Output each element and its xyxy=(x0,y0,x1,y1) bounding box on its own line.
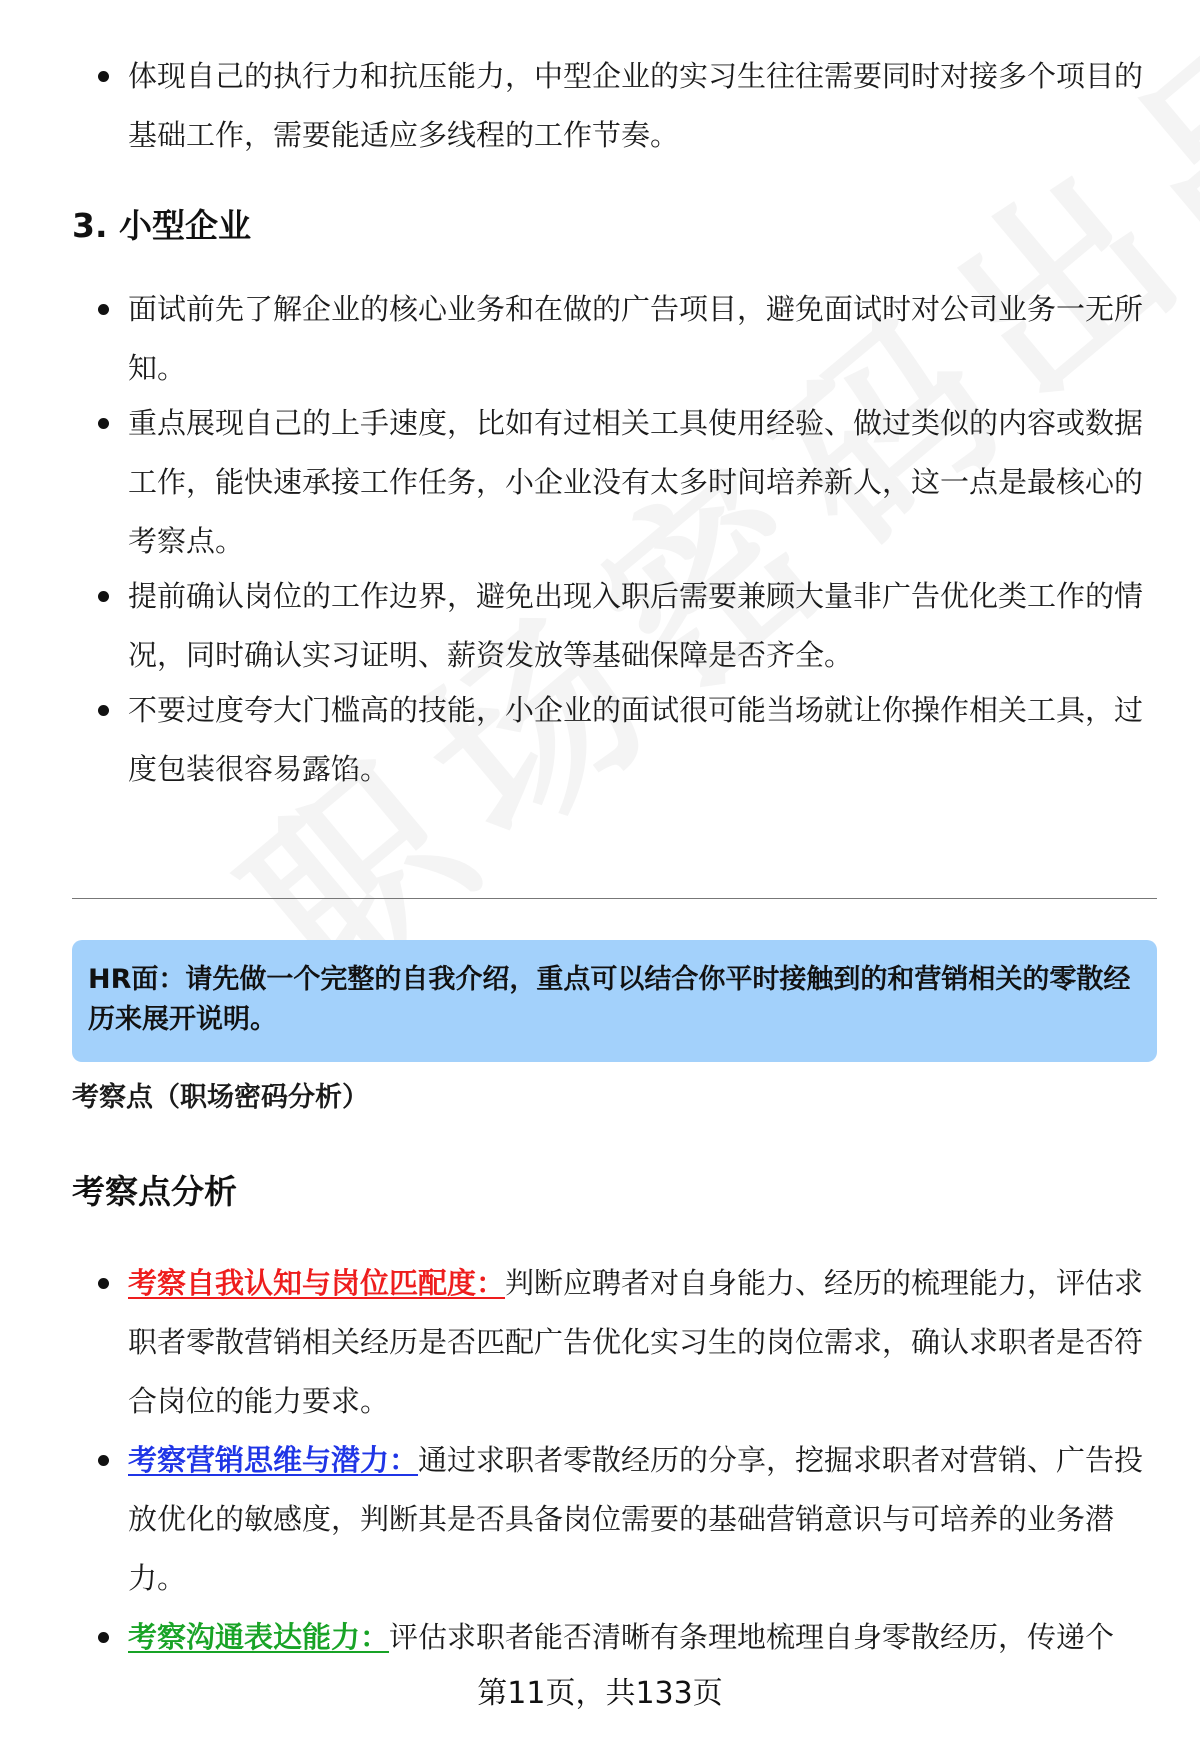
analysis-heading: 考察点分析 xyxy=(72,1172,237,1211)
page-number: 第11页，共133页 xyxy=(477,1676,723,1711)
analysis-text: 通过求职者零散经历的分享，挖掘求职者对营销、广告投放优化的敏感度，判断其是否具备岗位需要的基础营销意识与可培养的业务潜力。 xyxy=(128,1443,1144,1595)
list-item: 面试前先了解企业的核心业务和在做的广告项目，避免面试时对公司业务一无所知。 xyxy=(72,280,1147,398)
analysis-text: 评估求职者能否清晰有条理地梳理自身零散经历，传递个 xyxy=(389,1620,1115,1654)
analysis-text: 判断应聘者对自身能力、经历的梳理能力，评估求职者零散营销相关经历是否匹配广告优化实习生的岗位需求，确认求职者是否符合岗位的能力要求。 xyxy=(128,1266,1144,1418)
list-item xyxy=(72,1608,1147,1667)
analysis-key: 考察自我认知与岗位匹配度： xyxy=(128,1266,506,1300)
hr-question-box: HR面：请先做一个完整的自我介绍，重点可以结合你平时接触到的和营销相关的零散经历来展开说明。 xyxy=(72,940,1157,1062)
list-item: 提前确认岗位的工作边界，避免出现入职后需要兼顾大量非广告优化类工作的情况，同时确认实习证明、薪资发放等基础保障是否齐全。 xyxy=(72,567,1147,685)
subheading-analysis-source: 考察点（职场密码分析） xyxy=(72,1082,369,1113)
divider xyxy=(72,898,1157,899)
small-enterprise-bullet-list xyxy=(72,280,1147,799)
list-item: 不要过度夸大门槛高的技能，小企业的面试很可能当场就让你操作相关工具，过度包装很容易露馅。 xyxy=(72,681,1147,799)
analysis-bullet-list xyxy=(72,1254,1147,1667)
top-bullet-list xyxy=(72,47,1147,165)
analysis-key: 考察营销思维与潜力： xyxy=(128,1443,419,1477)
list-item: 重点展现自己的上手速度，比如有过相关工具使用经验、做过类似的内容或数据工作，能快速承接工作任务，小企业没有太多时间培养新人，这一点是最核心的考察点。 xyxy=(72,394,1147,571)
list-item: 体现自己的执行力和抗压能力，中型企业的实习生往往需要同时对接多个项目的基础工作，需要能适应多线程的工作节奏。 xyxy=(72,47,1147,165)
analysis-key: 考察沟通表达能力： xyxy=(128,1620,390,1654)
section-heading-small-enterprise: 3. 小型企业 xyxy=(72,206,251,245)
list-item xyxy=(72,1254,1147,1431)
list-item xyxy=(72,1431,1147,1608)
